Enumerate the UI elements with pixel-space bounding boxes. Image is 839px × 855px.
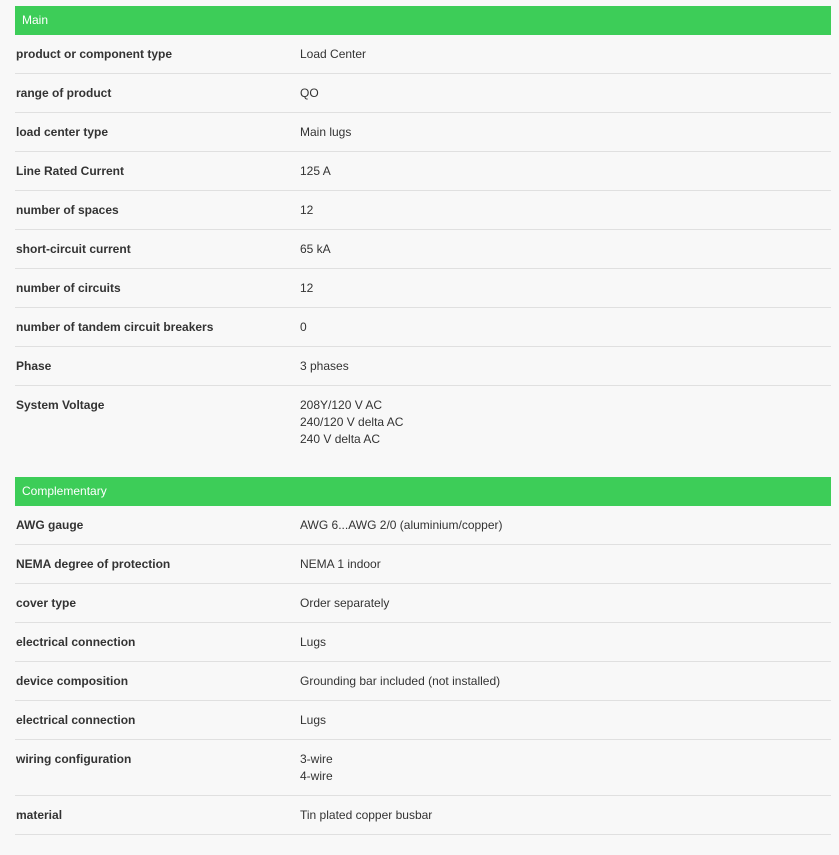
spec-row bbox=[15, 74, 831, 113]
spec-label: load center type bbox=[16, 125, 109, 139]
section-main bbox=[15, 0, 831, 458]
spec-row bbox=[15, 230, 831, 269]
spec-row bbox=[15, 623, 831, 662]
spec-value-line: 240/120 V delta AC bbox=[300, 415, 404, 429]
spec-value-line: QO bbox=[300, 86, 319, 100]
spec-row bbox=[15, 191, 831, 230]
spec-value-line: NEMA 1 indoor bbox=[300, 557, 381, 571]
spec-row bbox=[15, 545, 831, 584]
spec-value-line: Lugs bbox=[300, 635, 327, 649]
spec-value-line: Order separately bbox=[300, 596, 390, 610]
spec-value bbox=[300, 807, 831, 824]
spec-label: Phase bbox=[16, 359, 52, 373]
spec-label: number of tandem circuit breakers bbox=[16, 320, 214, 334]
spec-value-line: Grounding bar included (not installed) bbox=[300, 674, 501, 688]
spec-label: electrical connection bbox=[16, 635, 136, 649]
spec-value bbox=[300, 595, 831, 612]
spec-value-line: 65 kA bbox=[300, 242, 331, 256]
spec-value bbox=[300, 241, 831, 258]
spec-value bbox=[300, 124, 831, 141]
spec-row bbox=[15, 796, 831, 835]
spec-value bbox=[300, 517, 831, 534]
spec-row bbox=[15, 113, 831, 152]
section-header-main: Main bbox=[15, 6, 831, 35]
spec-label: material bbox=[16, 808, 63, 822]
spec-row bbox=[15, 35, 831, 74]
spec-label: device composition bbox=[16, 674, 129, 688]
spec-value bbox=[300, 46, 831, 63]
spec-row bbox=[15, 308, 831, 347]
spec-label: wiring configuration bbox=[16, 752, 132, 766]
spec-row bbox=[15, 662, 831, 701]
spec-value-line: Tin plated copper busbar bbox=[300, 808, 433, 822]
spec-value bbox=[300, 163, 831, 180]
spec-value-line: 12 bbox=[300, 203, 314, 217]
spec-row bbox=[15, 584, 831, 623]
spec-row bbox=[15, 152, 831, 191]
spec-value bbox=[300, 85, 831, 102]
spec-value bbox=[300, 358, 831, 375]
spec-value-line: AWG 6...AWG 2/0 (aluminium/copper) bbox=[300, 518, 503, 532]
spec-row bbox=[15, 347, 831, 386]
spec-value-line: 4-wire bbox=[300, 769, 333, 783]
spec-label: System Voltage bbox=[16, 398, 105, 412]
spec-value-line: 12 bbox=[300, 281, 314, 295]
spec-value bbox=[300, 202, 831, 219]
spec-value bbox=[300, 556, 831, 573]
spec-label: cover type bbox=[16, 596, 77, 610]
section-complementary bbox=[15, 477, 831, 835]
spec-label: AWG gauge bbox=[16, 518, 84, 532]
spec-row bbox=[15, 506, 831, 545]
spec-label: number of circuits bbox=[16, 281, 121, 295]
spec-value-line: 240 V delta AC bbox=[300, 432, 381, 446]
spec-value bbox=[300, 319, 831, 336]
spec-value-line: Lugs bbox=[300, 713, 327, 727]
spec-value bbox=[300, 634, 831, 651]
spec-value bbox=[300, 673, 831, 690]
spec-row bbox=[15, 701, 831, 740]
spec-value bbox=[300, 751, 831, 785]
spec-value-line: 3 phases bbox=[300, 359, 349, 373]
spec-value-line: 208Y/120 V AC bbox=[300, 398, 383, 412]
spec-row bbox=[15, 269, 831, 308]
spec-value-line: 125 A bbox=[300, 164, 331, 178]
spec-value bbox=[300, 712, 831, 729]
spec-label: range of product bbox=[16, 86, 112, 100]
spec-label: short-circuit current bbox=[16, 242, 131, 256]
spec-row bbox=[15, 386, 831, 458]
spec-value bbox=[300, 280, 831, 297]
spec-label: NEMA degree of protection bbox=[16, 557, 171, 571]
spec-label: Line Rated Current bbox=[16, 164, 125, 178]
spec-value bbox=[300, 397, 831, 448]
spec-label: electrical connection bbox=[16, 713, 136, 727]
spec-value-line: 0 bbox=[300, 320, 307, 334]
spec-label: product or component type bbox=[16, 47, 172, 61]
spec-value-line: Load Center bbox=[300, 47, 367, 61]
section-header-complementary: Complementary bbox=[15, 477, 831, 506]
spec-label: number of spaces bbox=[16, 203, 119, 217]
spec-value-line: Main lugs bbox=[300, 125, 352, 139]
spec-row bbox=[15, 740, 831, 796]
spec-value-line: 3-wire bbox=[300, 752, 333, 766]
